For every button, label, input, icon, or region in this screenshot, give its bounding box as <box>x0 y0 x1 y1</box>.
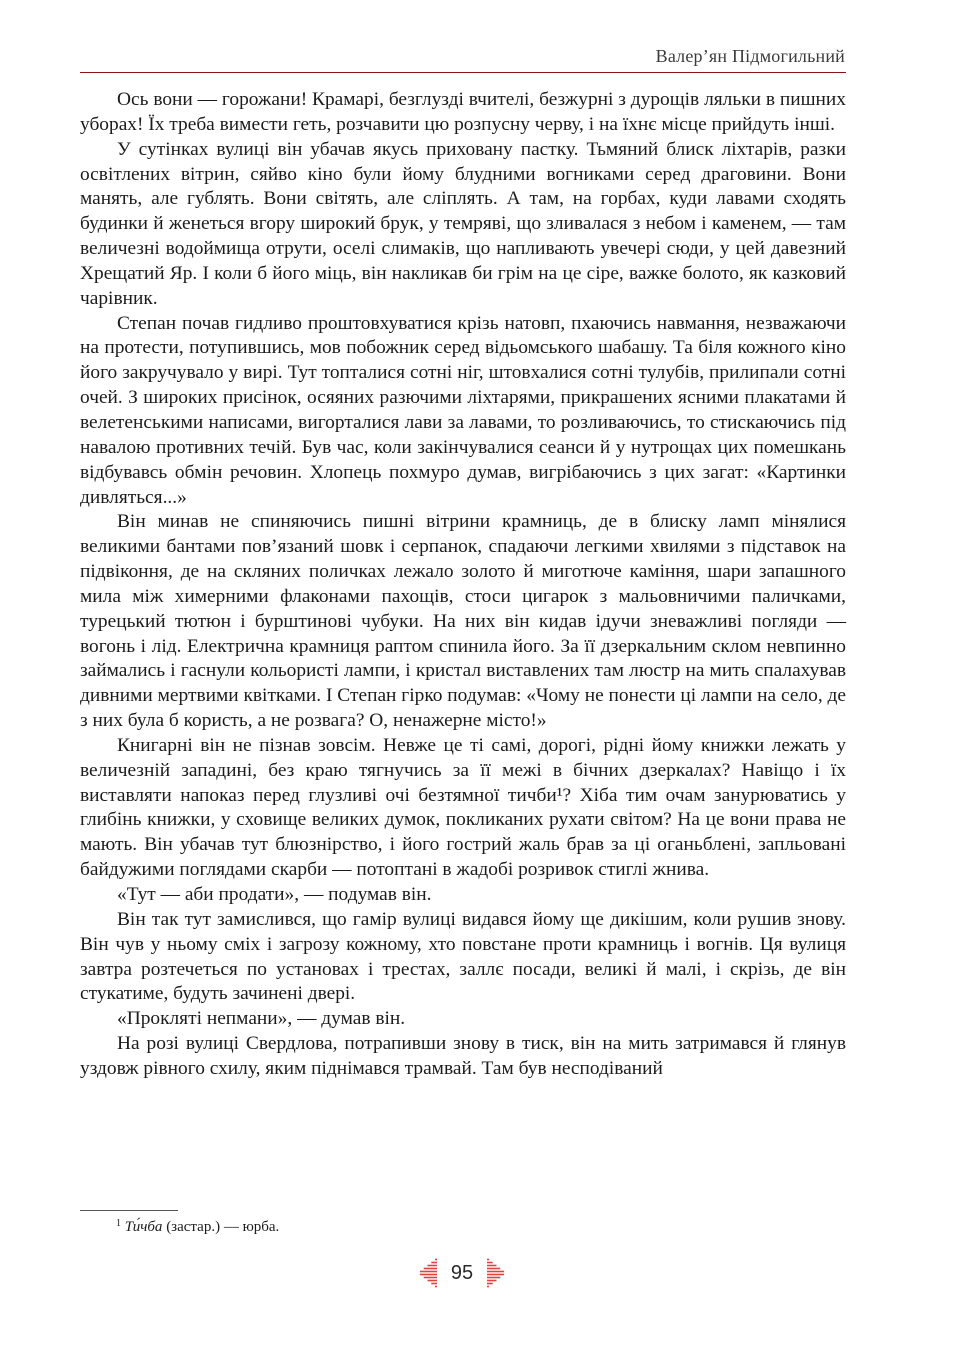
paragraph-2: У сутінках вулиці він убачав якусь приховану пастку. Тьмяний блиск ліхтарів, разки освітлених вітрин, сяйво кіно були йому блудними вогниками серед драговини. Вони манять, але гублять. Вони світять, але сліплять. А там, на горбах, куди лавами сходять будинки й женеться вгору широкий брук, у темряві, що зливалася з небом і каменем, — там величезні водоймища отрути, оселі слимаків, що напливають увечері сюди, у цей давезний Хрещатий Яр. І коли б його міць, він накликав би грім на це сіре, важке болото, як казковий чарівник. <box>80 138 846 309</box>
running-head: Валер’ян Підмогильний <box>655 46 845 66</box>
ornament-stripe <box>427 1280 437 1282</box>
body-text <box>80 88 846 1082</box>
ornament-stripe <box>424 1277 437 1279</box>
page-number: 95 <box>450 1261 474 1284</box>
ornament-stripe <box>487 1280 497 1282</box>
footnote <box>116 1218 279 1236</box>
paragraph-6: «Тут — аби продати», — подумав він. <box>117 884 432 905</box>
paragraph-8: «Прокляті непмани», — думав він. <box>117 1008 406 1030</box>
ornament-stripe <box>435 1286 437 1288</box>
paragraph-1: Ось вони — горожани! Крамарі, безглузді вчителі, безжурні з дурощів ляльки в пишних уборах! Їх треба вимести геть, розчавити цю розпусну черву, і на їхнє місце прийдуть інші. <box>80 89 846 135</box>
right-striped-ornament-icon <box>487 1258 507 1288</box>
ornament-stripe <box>487 1283 493 1285</box>
footnote-rule <box>80 1210 178 1211</box>
ornament-stripe <box>487 1277 500 1279</box>
footnote-term: Ти́чба <box>124 1219 163 1235</box>
ornament-stripe <box>431 1283 437 1285</box>
ornament-stripe <box>487 1268 500 1270</box>
ornament-stripe <box>487 1265 497 1267</box>
ornament-stripe <box>420 1271 437 1273</box>
paragraph-3: Степан почав гидливо проштовхуватися крізь натовп, пхаючись навмання, незважаючи на протести, потупившись, мов побожник серед відьомського шабашу. Та біля кожного кіно його закручувало у вирі. Тут топталися сотні ніг, штовхалися сотні тулубів, прилипали сотні очей. З широких присінок, осяяних разючими ліхтарями, прикрашених ясними плакатами й велетенськими написами, вигорталися лави за лавами, то розливаючись, то стискаючись під навалою противних течій. Був час, коли закінчувалися сеанси й у нутрощах цих помешкань відбувавсь обмін речовин. Хлопець похмуро думав, вигрібаючись з цих загат: «Картинки дивляться...» <box>80 312 846 508</box>
paragraph-9: На розі вулиці Свердлова, потрапивши знову в тиск, він на мить затримався й глянув уздовж рівного схилу, яким піднімався трамвай. Там був несподіваний <box>80 1033 846 1079</box>
paragraph-7: Він так тут замислився, що гамір вулиці видався йому ще дикішим, коли рушив знову. Він чув у ньому сміх і загрозу кожному, хто повстане проти крамниць і вогнів. Ця вулиця завтра розтечеться по установах і трестах, заллє посади, великі й малі, і скрізь, де він стукатиме, будуть зачинені двері. <box>80 908 846 1005</box>
ornament-stripe <box>420 1274 437 1276</box>
ornament-stripe <box>487 1262 493 1264</box>
ornament-stripe <box>435 1259 437 1261</box>
footnote-marker: 1 <box>116 1218 121 1229</box>
footnote-definition: (застар.) — юрба. <box>162 1219 280 1235</box>
paragraph-4: Він минав не спиняючись пишні вітрини крамниць, де в блиску ламп мінялися великими бантами пов’язаний шовк і серпанок, спадаючи легкими хвилями з підставок на підвіконня, де на скляних поличках лежало золото й миготюче каміння, шари запашного мила між химерними флаконами пахощів, стоси цигарок з мальовничими паличками, турецький тютюн і бурштинові чубуки. На них він кидав ідучи зневажливі погляди — вогонь і лід. Електрична крамниця раптом спинила його. За її дзеркальним склом невпинно займались і гаснули кольористі лампи, і кристал виставлених там люстр на мить спалахував дивними мертвими квітками. І Степан гірко подумав: «Чому не понести ці лампи на село, де з них була б користь, а не розвага? О, ненажерне місто!» <box>80 511 846 732</box>
ornament-stripe <box>487 1274 504 1276</box>
ornament-stripe <box>424 1268 437 1270</box>
page-number-block <box>400 1258 524 1288</box>
ornament-stripe <box>487 1259 489 1261</box>
ornament-stripe <box>487 1271 504 1273</box>
ornament-stripe <box>487 1286 489 1288</box>
ornament-stripe <box>427 1265 437 1267</box>
left-striped-ornament-icon <box>417 1258 437 1288</box>
ornament-stripe <box>431 1262 437 1264</box>
header-rule <box>80 72 846 73</box>
paragraph-5: Книгарні він не пізнав зовсім. Невже це ті самі, дорогі, рідні йому книжки лежать у величезній западині, без краю тягнучись за її межі в бічних дзеркалах? Навіщо і їх виставляти напоказ перед глузливі очі безтямної тичби¹? Хіба тим очам занурюватись у глибінь книжки, у сховище великих думок, покликаних рухати світом? На це вони права не мають. Він убачав тут блюзнірство, і його гострий жаль брав за ці оганьблені, запльовані байдужими поглядами скарби — потоптані в жадобі розривок стиглі жнива. <box>80 734 846 881</box>
